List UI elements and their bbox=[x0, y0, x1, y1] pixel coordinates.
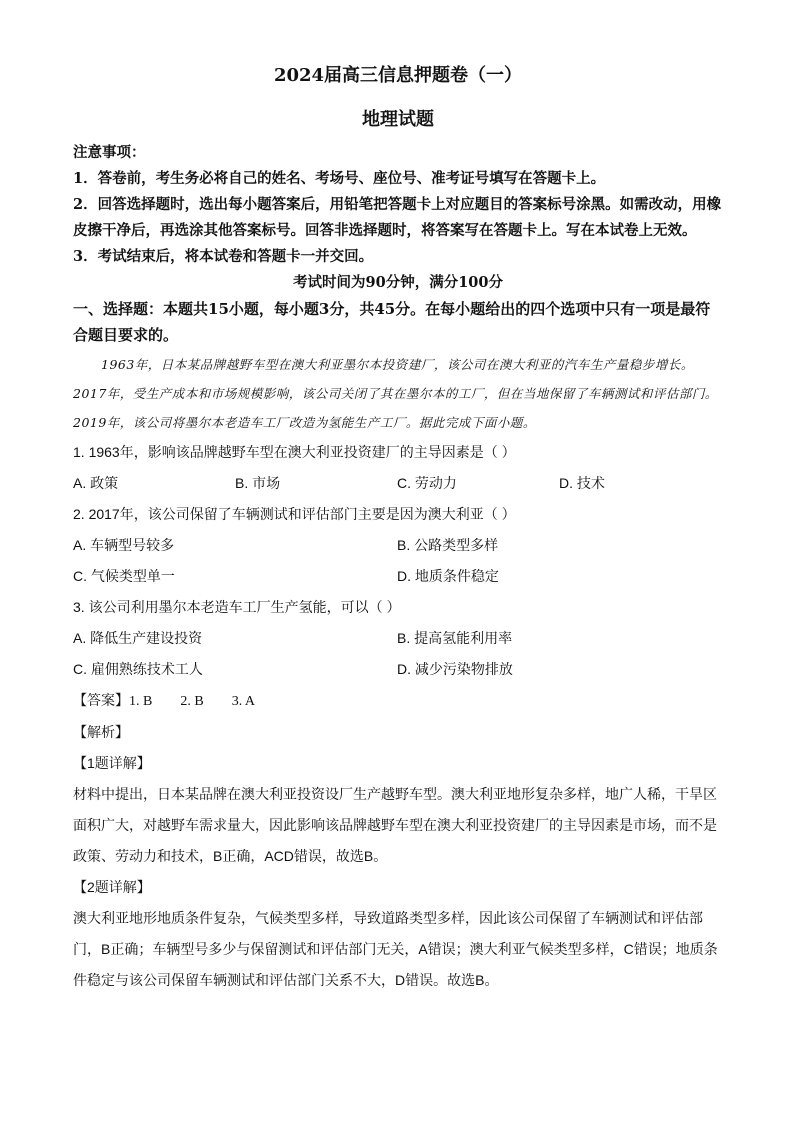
option-c: C. 气候类型单一 bbox=[73, 568, 175, 584]
option-b: B. 提高氢能利用率 bbox=[397, 630, 513, 646]
option-c: C. 劳动力 bbox=[397, 475, 457, 491]
question-stem: 1. 1963年，影响该品牌越野车型在澳大利亚投资建厂的主导因素是（ ） bbox=[73, 444, 516, 460]
q1-explanation: 材料中提出，日本某品牌在澳大利亚投资设厂生产越野车型。澳大利亚地形复杂多样，地广人稀，干旱区面积广大，对越野车需求量大，因此影响该品牌越野车型在澳大利亚投资建厂的主导因素是市场，而不是政策、劳动力和技术，B正确，ACD错误，故选B。 bbox=[73, 786, 717, 864]
option-d: D. 技术 bbox=[559, 475, 605, 491]
question-stem: 3. 该公司利用墨尔本老造车工厂生产氢能，可以（ ） bbox=[73, 599, 401, 615]
subject-title: 地理试题 bbox=[362, 109, 434, 130]
options-row bbox=[73, 654, 723, 685]
exam-page bbox=[73, 64, 723, 996]
question-1 bbox=[73, 437, 723, 499]
option-a: A. 车辆型号较多 bbox=[73, 537, 175, 553]
q2-explanation: 澳大利亚地形地质条件复杂，气候类型多样，导致道路类型多样，因此该公司保留了车辆测试和评估部门，B正确；车辆型号多少与保留测试和评估部门无关，A错误；澳大利亚气候类型多样，C错误；地质条件稳定与该公司保留车辆测试和评估部门关系不大，D错误。故选B。 bbox=[73, 910, 718, 988]
option-b: B. 市场 bbox=[235, 475, 281, 491]
option-a: A. 政策 bbox=[73, 475, 119, 491]
option-a: A. 降低生产建设投资 bbox=[73, 630, 203, 646]
question-2 bbox=[73, 499, 723, 592]
answer-label: 【答案】 bbox=[73, 692, 129, 708]
section-heading: 一、选择题：本题共15小题，每小题3分，共45分。在每小题给出的四个选项中只有一项是最符合题目要求的。 bbox=[73, 300, 711, 344]
answer-value: 2. B bbox=[180, 694, 204, 709]
notice-item: 2．回答选择题时，选出每小题答案后，用铅笔把答题卡上对应题目的答案标号涂黑。如需改动，用橡皮擦干净后，再选涂其他答案标号。回答非选择题时，将答案写在答题卡上。写在本试卷上无效。 bbox=[73, 196, 722, 239]
notice-block bbox=[73, 140, 723, 270]
option-c: C. 雇佣熟练技术工人 bbox=[73, 661, 203, 677]
notice-item: 1．答卷前，考生务必将自己的姓名、考场号、座位号、准考证号填写在答题卡上。 bbox=[73, 170, 606, 187]
exam-title: 2024届高三信息押题卷（一） bbox=[273, 65, 523, 86]
analysis-label: 【解析】 bbox=[73, 724, 129, 740]
option-b: B. 公路类型多样 bbox=[397, 537, 499, 553]
answer-value: 3. A bbox=[231, 694, 256, 709]
exam-info: 考试时间为90分钟，满分100分 bbox=[293, 274, 503, 291]
q1-explanation-label: 【1题详解】 bbox=[73, 755, 151, 771]
q2-explanation-label: 【2题详解】 bbox=[73, 879, 151, 895]
options-row bbox=[73, 530, 723, 561]
answer-line bbox=[73, 685, 723, 717]
option-d: D. 地质条件稳定 bbox=[397, 568, 499, 584]
question-3 bbox=[73, 592, 723, 685]
option-d: D. 减少污染物排放 bbox=[397, 661, 513, 677]
options-row bbox=[73, 623, 723, 654]
options-row bbox=[73, 468, 723, 499]
options-row bbox=[73, 561, 723, 592]
notice-item: 3．考试结束后，将本试卷和答题卡一并交回。 bbox=[73, 248, 374, 265]
notice-heading: 注意事项： bbox=[73, 144, 146, 161]
reading-passage: 1963年，日本某品牌越野车型在澳大利亚墨尔本投资建厂，该公司在澳大利亚的汽车生产量稳步增长。2017年，受生产成本和市场规模影响，该公司关闭了其在墨尔本的工厂，但在当地保留了车辆测试和评估部门。2019年，该公司将墨尔本老造车工厂改造为氢能生产工厂。据此完成下面小题。 bbox=[73, 357, 718, 430]
answer-value: 1. B bbox=[129, 694, 153, 709]
answer-values bbox=[129, 692, 283, 708]
question-stem: 2. 2017年，该公司保留了车辆测试和评估部门主要是因为澳大利亚（ ） bbox=[73, 506, 516, 522]
